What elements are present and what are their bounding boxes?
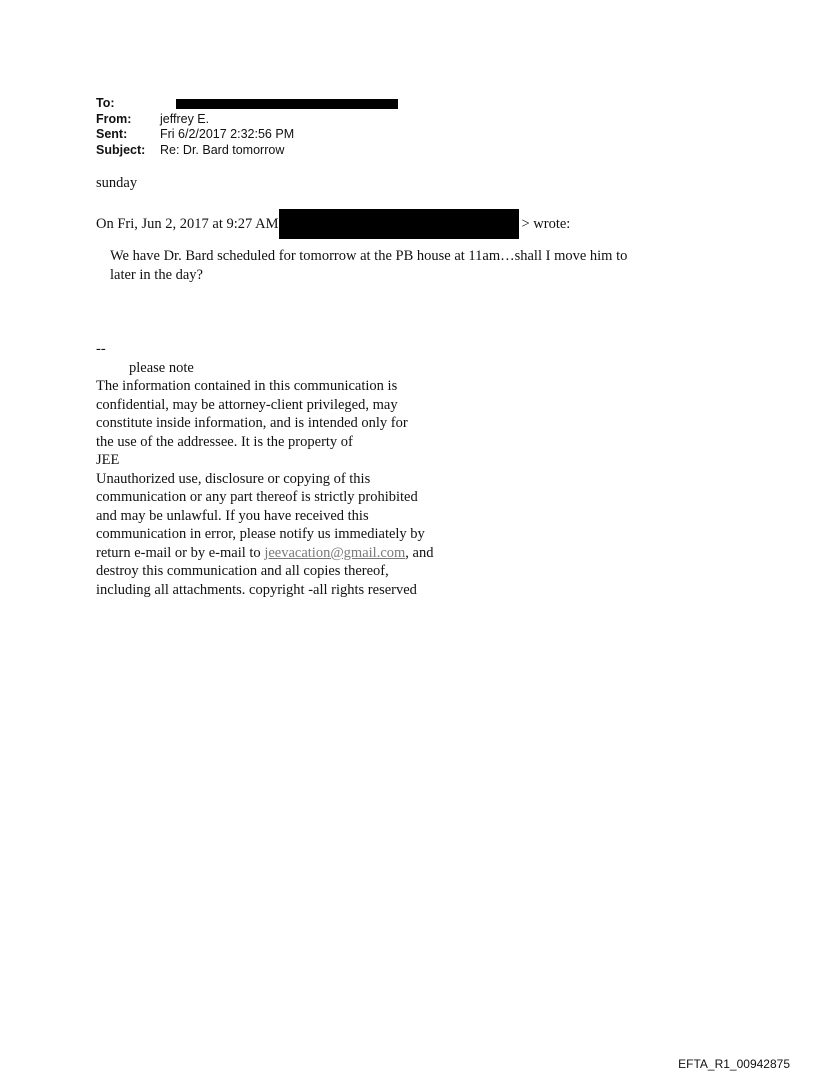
signature-separator: -- xyxy=(96,341,106,357)
quote-intro-prefix: On Fri, Jun 2, 2017 at 9:27 AM xyxy=(96,215,279,232)
disclaimer-line: The information contained in this communication is xyxy=(96,378,398,394)
from-label: From: xyxy=(96,111,132,126)
subject-value: Re: Dr. Bard tomorrow xyxy=(160,142,285,157)
sent-label: Sent: xyxy=(96,127,128,141)
disclaimer-line: the use of the addressee. It is the property of xyxy=(96,433,353,450)
sent-row xyxy=(96,127,398,143)
disclaimer-line: communication in error, please notify us immediately by xyxy=(96,526,425,542)
disclaimer-line: and may be unlawful. If you have received this xyxy=(96,507,369,524)
quote-intro xyxy=(96,209,570,239)
quote-intro-suffix: > wrote: xyxy=(521,215,571,232)
email-prefix: return e-mail or by e-mail to xyxy=(96,544,265,561)
to-row xyxy=(96,96,398,112)
sent-value: Fri 6/2/2017 2:32:56 PM xyxy=(160,127,295,141)
subject-row xyxy=(96,143,398,159)
from-value: jeffrey E. xyxy=(160,111,210,126)
to-label: To: xyxy=(96,96,115,110)
from-row xyxy=(96,112,398,128)
disclaimer-line: JEE xyxy=(96,452,120,468)
disclaimer-note: please note xyxy=(129,359,194,376)
email-header xyxy=(96,96,398,158)
quote-line: later in the day? xyxy=(110,266,203,283)
disclaimer-line: constitute inside information, and is intended only for xyxy=(96,415,408,431)
disclaimer-email-line xyxy=(96,544,433,563)
subject-label: Subject: xyxy=(96,142,146,157)
email-suffix: , and xyxy=(405,544,434,561)
disclaimer-line: Unauthorized use, disclosure or copying of this xyxy=(96,470,371,487)
quoted-message xyxy=(110,247,627,284)
document-id: EFTA_R1_00942875 xyxy=(678,1057,790,1071)
email-link[interactable]: jeevacation@gmail.com xyxy=(264,544,406,561)
disclaimer-line: confidential, may be attorney-client privileged, may xyxy=(96,396,398,413)
redaction-block xyxy=(176,99,398,109)
quote-line: We have Dr. Bard scheduled for tomorrow at the PB house at 11am…shall I move him to xyxy=(110,248,628,264)
disclaimer-line: communication or any part thereof is strictly prohibited xyxy=(96,489,418,505)
reply-text: sunday xyxy=(96,175,138,191)
disclaimer-line: destroy this communication and all copies thereof, xyxy=(96,563,389,579)
disclaimer-line: including all attachments. copyright -all rights reserved xyxy=(96,581,417,598)
redaction-block xyxy=(279,209,519,239)
disclaimer xyxy=(96,340,433,599)
